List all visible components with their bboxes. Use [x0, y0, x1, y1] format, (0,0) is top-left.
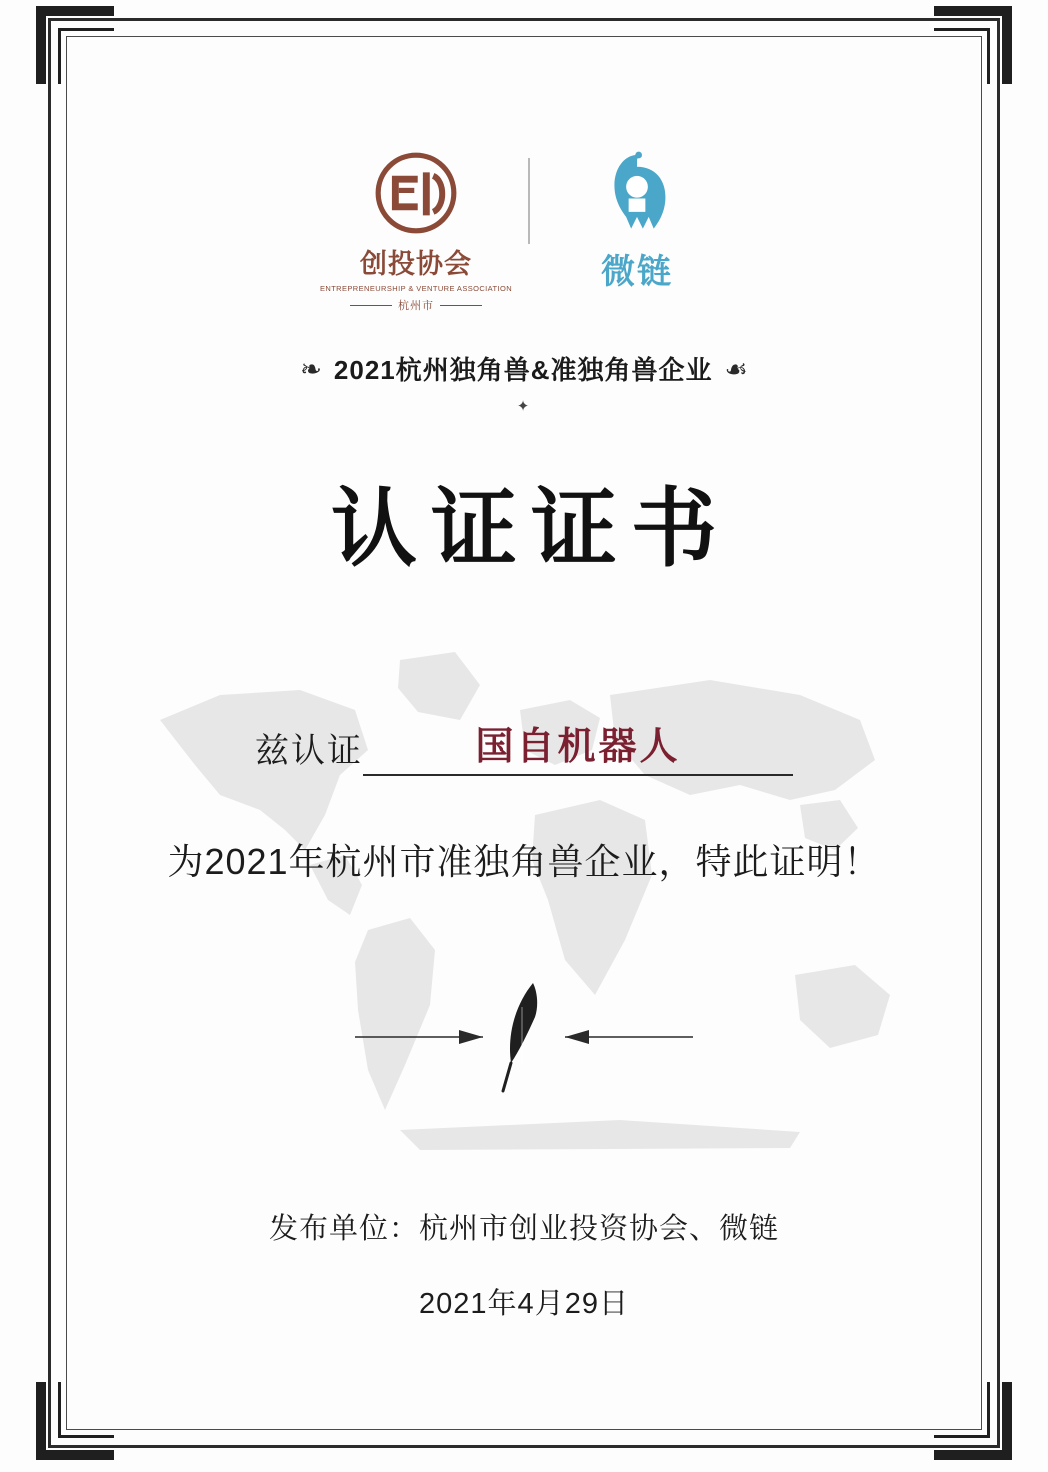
weilian-mascot-icon — [595, 150, 679, 242]
partner-name: 微链 — [601, 253, 673, 291]
certificate-subtitle: 2021杭州独角兽&准独角兽企业 — [333, 355, 713, 385]
seal-mark-icon — [373, 150, 459, 236]
association-city-row — [350, 297, 482, 313]
awardee-row — [0, 715, 1048, 776]
association-city: 杭州市 — [398, 300, 434, 312]
awardee-name: 国自机器人 — [475, 724, 681, 768]
association-logo — [319, 150, 513, 313]
association-english-name: ENTREPRENEURSHIP & VENTURE ASSOCIATION — [319, 284, 513, 293]
issue-date: 2021年4月29日 — [419, 1288, 629, 1320]
arrow-left-ornament-icon — [355, 1028, 485, 1046]
flourish-left-icon: ❧ — [300, 353, 322, 384]
rule-left — [350, 305, 392, 306]
logo-divider — [528, 158, 530, 244]
rule-right — [440, 305, 482, 306]
awardee-underline — [363, 715, 793, 776]
partner-logo — [552, 150, 722, 293]
certificate-footer — [0, 1206, 1048, 1322]
arrow-right-ornament-icon — [563, 1028, 693, 1046]
issuer-line: 发布单位：杭州市创业投资协会、微链 — [268, 1213, 779, 1245]
quill-pen-icon — [489, 977, 559, 1097]
association-name: 创投协会 — [360, 249, 472, 279]
subtitle-row — [300, 350, 748, 387]
small-ornament-icon: ✦ — [516, 398, 532, 415]
certificate-title: 认证证书 — [331, 479, 731, 579]
awardee-label: 兹认证 — [255, 732, 363, 770]
quill-ornament-row — [0, 977, 1048, 1097]
flourish-right-icon: ☙ — [724, 353, 748, 384]
logo-row — [319, 150, 722, 312]
certificate-statement: 为2021年杭州市准独角兽企业，特此证明！ — [167, 841, 881, 882]
